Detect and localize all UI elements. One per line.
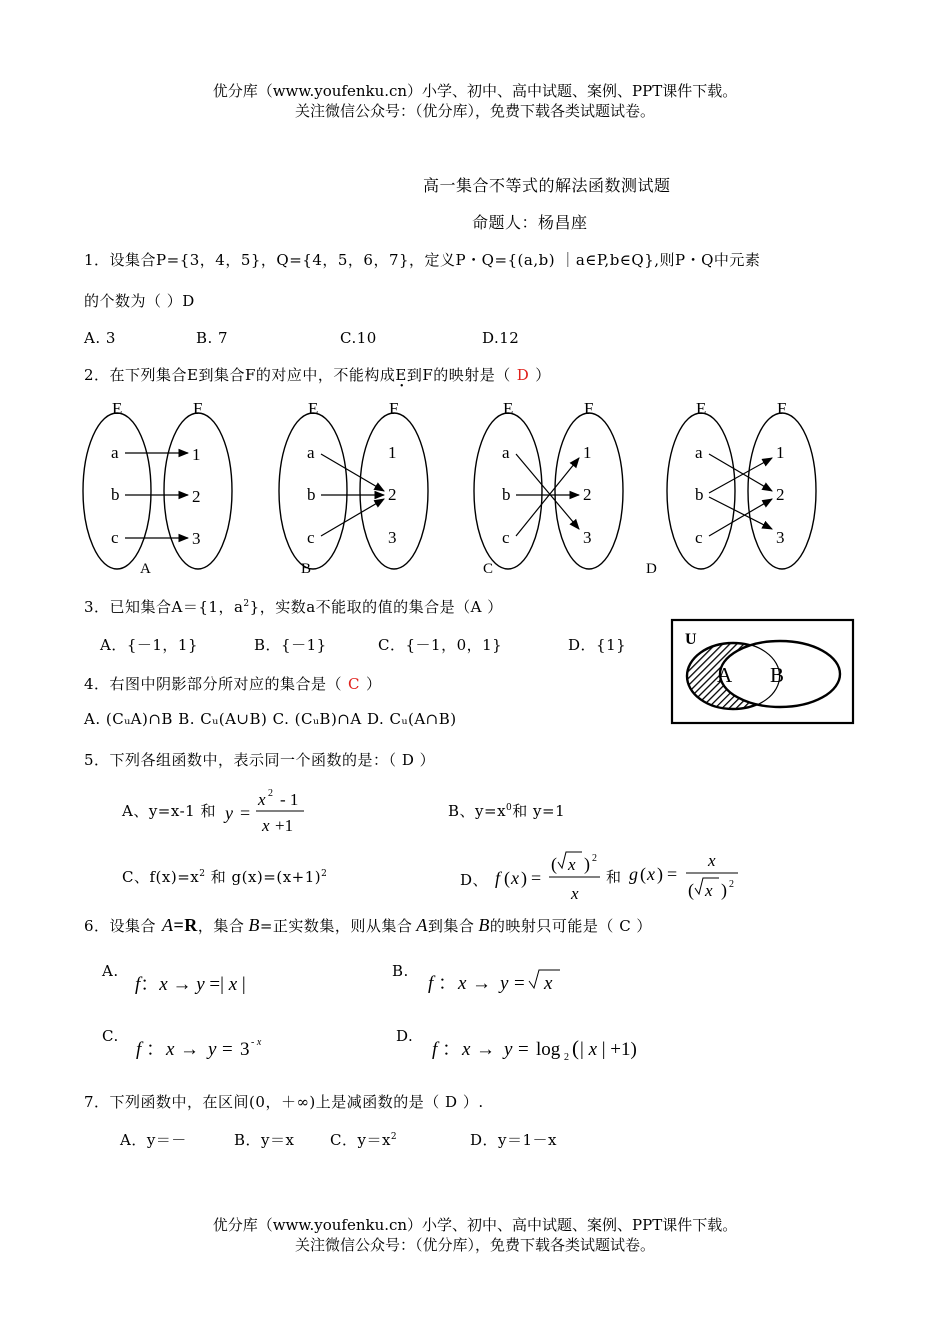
q1-option-d: D.12 [482,329,520,347]
svg-text:：: ： [438,973,458,994]
q3-stem-post: }，实数a不能取的值的集合是（A ） [249,598,503,616]
q7-option-c [330,1129,397,1150]
diagram-a-elem-c: c [111,528,119,547]
q5-option-b-sup: 0 [506,803,513,813]
q6-eq-r: =R [173,915,198,935]
q1-line-2: 的个数为（ ）D [84,292,195,310]
svg-text:y: y [225,803,233,823]
diagram-a-set-f: F [193,399,203,418]
svg-text:x: x [705,881,713,900]
q5-option-d-formula-g [626,848,744,906]
q5-option-c-mid: 和 g(x)=(x+1) [205,868,322,886]
q2-stem-text: 2．在下列集合E到集合F的对应中，不能构成E到F的映射是（ [84,366,511,384]
q6-stem [84,915,652,936]
header-line-1: 优分库（www.youfenku.cn）小学、初中、高中试题、案例、PPT课件下载。 [212,82,738,100]
svg-text:(: ( [551,854,557,874]
q3-sup: 2 [243,599,250,609]
svg-text:f: f [136,1039,142,1060]
emphasis-dot: • [400,381,404,392]
q3-option-b: B．{－1} [254,636,327,654]
q5-stem: 5．下列各组函数中，表示同一个函数的是：（ D ） [84,751,436,769]
svg-text:f: f [495,868,501,888]
diagram-c-elem-2: 2 [583,485,592,504]
svg-text:x: x [258,790,266,809]
svg-text:：: ： [146,1039,166,1060]
svg-text:=: = [667,864,678,884]
q6-option-c-formula [134,1030,284,1064]
svg-text:- x: - x [251,1037,262,1048]
svg-text:x: x [458,973,467,994]
svg-text:→: → [472,973,491,994]
svg-text:g: g [629,864,638,884]
svg-text:2: 2 [268,788,273,799]
svg-text:x: x [568,855,576,874]
diagram-c-elem-b: b [502,485,511,504]
svg-text:x: x [462,1039,471,1060]
venn-label-u: U [685,631,697,648]
svg-text:): ) [521,868,527,888]
q2-stem [84,364,551,385]
svg-text:y: y [504,1039,513,1060]
author-line: 命题人：杨昌座 [472,213,588,232]
diagram-d-set-f: F [777,399,787,418]
q7-option-d: D．y＝1－x [470,1131,558,1149]
svg-text:y: y [500,973,509,994]
svg-text:+1: +1 [275,816,294,835]
q5-option-b [448,800,565,821]
diagram-b-elem-2: 2 [388,485,397,504]
diagram-b-set-e: E [308,399,319,418]
diagram-b-elem-b: b [307,485,316,504]
q1-option-b: B. 7 [196,329,229,347]
diagram-c-label: C [483,561,494,577]
q6-option-b-label: B. [392,962,409,980]
q5-option-c-sup: 2 [199,869,206,879]
q6-option-d-formula [430,1030,650,1064]
svg-text:(: ( [640,864,646,884]
q7-stem: 7．下列函数中，在区间(0，＋∞)上是减函数的是（ D ）. [84,1093,484,1111]
q3-stem [84,596,503,617]
diagram-c-elem-c: c [502,528,510,547]
q6-mid1: ，集合 [197,917,245,935]
svg-text:x: x [571,884,579,903]
q7-option-b: B．y＝x [234,1131,295,1149]
svg-text:x: x [166,1039,175,1060]
q2-answer: D [516,366,530,384]
svg-text:x: x [262,816,270,835]
q7-option-c-sup: 2 [390,1132,398,1142]
q5-option-c [122,866,327,887]
svg-text:=: = [514,973,525,994]
svg-text:| x | +1): | x | +1) [580,1039,637,1060]
q5-option-b-post: 和 y=1 [512,802,566,820]
svg-text:- 1: - 1 [280,790,299,809]
q3-stem-pre: 3．已知集合A＝{1，a [84,598,244,616]
diagram-b-elem-3: 3 [388,528,397,547]
diagram-d-elem-2: 2 [776,485,785,504]
diagram-d [646,399,816,577]
diagram-d-set-e: E [696,399,707,418]
q3-option-a: A．{－1，1} [100,636,199,654]
svg-text:): ) [657,864,663,884]
q2-close: ） [535,366,551,384]
svg-text:→: → [476,1039,495,1060]
q5-option-a-formula [222,785,312,839]
diagram-b [279,399,428,577]
q6-stem-pre: 6．设集合 [84,917,157,935]
svg-text:x: x [647,864,655,884]
svg-text:): ) [584,854,590,874]
q4-stem-text: 4．右图中阴影部分所对应的集合是（ [84,675,343,693]
q4-close: ） [366,675,382,693]
q6-set-b-2: B [478,915,490,935]
diagram-a-elem-3: 3 [192,529,201,548]
svg-text:=: = [240,803,251,823]
svg-text:3: 3 [240,1039,250,1060]
q5-option-a-text: A、y=x-1 和 [122,802,216,820]
q7-option-c-text: C．y＝x [330,1131,391,1149]
diagram-d-elem-3: 3 [776,528,785,547]
q6-mid2: =正实数集，则从集合 [259,917,413,935]
svg-text:x: x [708,851,716,870]
diagram-b-elem-1: 1 [388,443,397,462]
q5-option-b-text: B、y=x [448,802,507,820]
q1-option-a: A. 3 [84,329,116,347]
q6-set-a: A [162,915,174,935]
q7-option-a: A．y＝－ [120,1131,187,1149]
q6-option-a-formula: f：x → y =| x | [135,974,246,995]
diagram-d-elem-b: b [695,485,704,504]
q6-set-b: B [248,915,260,935]
diagram-c-set-e: E [503,399,514,418]
svg-text:：: ： [442,1039,462,1060]
svg-text:(: ( [504,868,510,888]
q6-option-c-label: C. [102,1027,119,1045]
diagram-c-set-f: F [584,399,594,418]
svg-text:2: 2 [729,879,734,890]
diagram-c [474,399,623,577]
q4-answer: C [348,675,361,693]
svg-text:=: = [531,868,542,888]
diagram-b-elem-c: c [307,528,315,547]
svg-text:x: x [544,973,553,994]
diagram-c-elem-a: a [502,443,510,462]
diagram-a-elem-1: 1 [192,445,201,464]
q3-option-d: D．{1} [568,636,627,654]
q1-line-1: 1．设集合P={3，4，5}，Q={4，5，6，7}，定义P・Q={(a,b) ｜a∈P,b∈Q},则P・Q中元素 [84,251,761,269]
svg-text:log: log [536,1039,561,1060]
svg-text:=: = [518,1039,529,1060]
diagram-b-label: B [301,561,312,577]
diagram-b-elem-a: a [307,443,315,462]
diagram-a-elem-2: 2 [192,487,201,506]
svg-text:(: ( [688,880,694,900]
q5-option-c-sup2: 2 [321,869,328,879]
q4-stem [84,673,382,694]
q6-mid3: 到集合 [427,917,475,935]
diagram-d-elem-c: c [695,528,703,547]
svg-text:f: f [428,973,434,994]
diagram-a [83,399,232,577]
diagram-a-elem-b: b [111,485,120,504]
q6-end: 的映射只可能是（ C ） [489,917,652,935]
q5-option-c-pre: C、f(x)=x [122,868,200,886]
q3-option-c: C．{－1，0，1} [378,636,503,654]
svg-text:x: x [511,868,519,888]
q1-option-c: C.10 [340,329,377,347]
diagram-a-label: A [140,561,151,577]
q5-option-d-text: D、 [460,871,489,889]
diagram-d-elem-a: a [695,443,703,462]
svg-text:=: = [222,1039,233,1060]
q6-set-a-2: A [416,915,428,935]
svg-text:2: 2 [564,1052,569,1063]
diagram-a-elem-a: a [111,443,119,462]
footer-line-1: 优分库（www.youfenku.cn）小学、初中、高中试题、案例、PPT课件下载。 [212,1216,738,1234]
header-line-2: 关注微信公众号：（优分库），免费下载各类试题试卷。 [294,102,655,120]
q6-option-b-formula [426,964,576,998]
diagram-c-elem-3: 3 [583,528,592,547]
diagram-b-set-f: F [389,399,399,418]
diagram-c-elem-1: 1 [583,443,592,462]
svg-text:→: → [180,1039,199,1060]
diagram-a-set-e: E [112,399,123,418]
venn-label-b: B [770,663,785,687]
svg-text:): ) [721,880,727,900]
page-title: 高一集合不等式的解法函数测试题 [423,176,671,195]
svg-text:2: 2 [592,853,597,864]
q6-option-d-label: D. [396,1027,414,1045]
venn-label-a: A [717,663,733,687]
diagram-d-label: D [646,561,657,577]
q4-options: A. (CᵤA)∩B B. Cᵤ(A∪B) C. (CᵤB)∩A D. Cᵤ(A∩B) [84,710,457,728]
q5-option-d-and: 和 [606,868,622,886]
svg-text:y: y [208,1039,217,1060]
footer-line-2: 关注微信公众号：（优分库），免费下载各类试题试卷。 [294,1236,655,1254]
q5-option-d-formula-f [492,848,604,906]
q2-mapping-diagrams [70,396,830,581]
svg-text:f: f [432,1039,438,1060]
q6-option-a-label: A. [102,962,119,980]
venn-diagram [670,618,856,726]
diagram-d-elem-1: 1 [776,443,785,462]
svg-text:(: ( [572,1036,579,1060]
